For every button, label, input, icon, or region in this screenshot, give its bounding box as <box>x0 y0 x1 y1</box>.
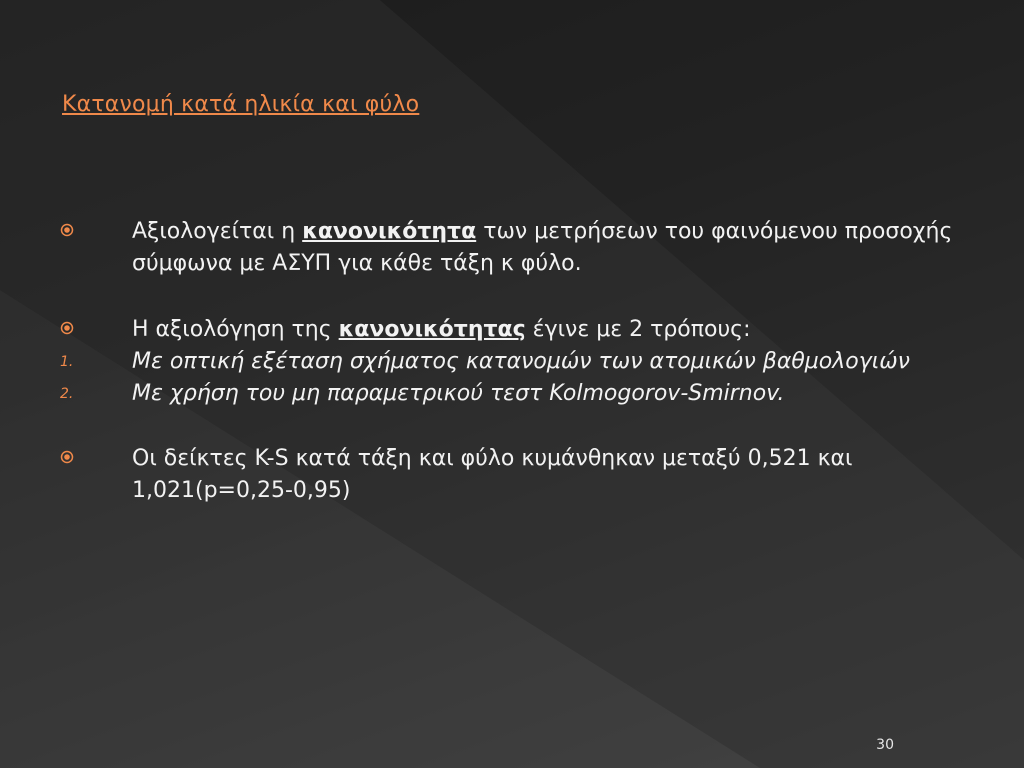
item-number: 2. <box>60 385 74 402</box>
bullet-keyword: κανονικότητας <box>338 316 526 342</box>
bullet-text-before: Η αξιολόγηση της <box>132 316 339 342</box>
circle-dot-bullet-icon <box>60 321 74 335</box>
bullet-item <box>60 216 960 280</box>
numbered-item-text: Με οπτική εξέταση σχήματος κατανομών των ατομικών βαθμολογιών <box>132 348 910 374</box>
bullet-text-after: των μετρήσεων του φαινόμενου προσοχής σύμφωνα με ΑΣΥΠ για κάθε τάξη κ φύλο. <box>132 219 953 276</box>
numbered-item-text: Με χρήση του μη παραμετρικού τεστ Kolmogorov-Smirnov. <box>132 380 785 406</box>
circle-dot-bullet-icon <box>60 223 74 237</box>
bullet-text-after: έγινε με 2 τρόπους: <box>525 316 751 342</box>
bullet-item <box>60 314 960 346</box>
slide-title: Κατανομή κατά ηλικία και φύλο <box>62 92 420 117</box>
bullet-item <box>60 443 960 507</box>
bullet-keyword: κανονικότητα <box>302 219 477 244</box>
bullet-text-before: Αξιολογείται η <box>132 219 303 244</box>
numbered-item <box>60 346 960 378</box>
numbered-item <box>60 378 960 410</box>
page-number: 30 <box>876 737 894 753</box>
bullet-text: Οι δείκτες K-S κατά τάξη και φύλο κυμάνθηκαν μεταξύ 0,521 και 1,021(p=0,25-0,95) <box>132 446 853 504</box>
circle-dot-bullet-icon <box>60 450 74 464</box>
item-number: 1. <box>60 353 74 370</box>
slide-body <box>60 216 960 507</box>
